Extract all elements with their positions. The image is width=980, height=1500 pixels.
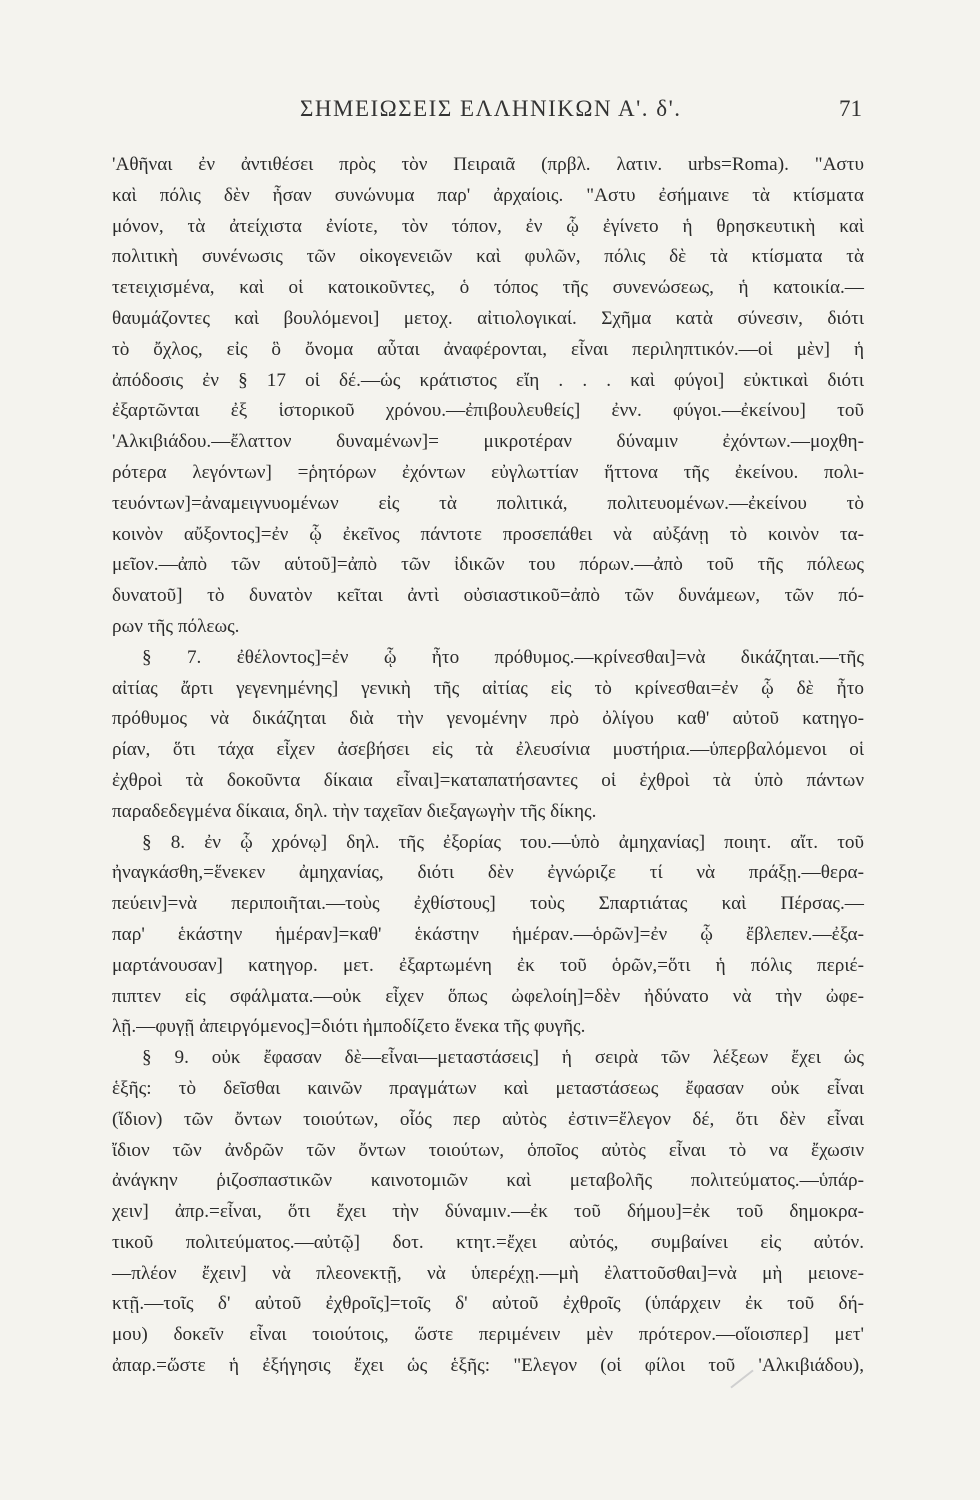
- text-line: ἀπόδοσις ἐν § 17 οἱ δέ.—ὡς κράτιστος εἴη . . . καὶ φύγοι] εὐκτικαὶ διότι: [112, 369, 864, 391]
- text-line: μαρτάνουσαν] κατηγορ. μετ. ἐξαρτωμένη ἐκ τοῦ ὁρῶν,=ὅτι ἡ πόλις περιέ-: [112, 954, 864, 976]
- text-line: μου) δοκεῖν εἶναι τοιούτοις, ὥστε περιμένειν μὲν πρότερον.—οἵοισπερ] μετ': [112, 1324, 864, 1346]
- text-line: παρ' ἑκάστην ἡμέραν]=καθ' ἑκάστην ἡμέραν.—ὁρῶν]=ἐν ᾧ ἔβλεπεν.—ἐξα-: [112, 923, 864, 945]
- text-line: παραδεδεγμένα δίκαια, δηλ. τὴν ταχεῖαν διεξαγωγὴν τῆς δίκης.: [112, 800, 597, 822]
- text-line: ἠναγκάσθη,=ἕνεκεν ἀμηχανίας, διότι δὲν ἐγνώριζε τί νὰ πράξῃ.—θερα-: [112, 862, 864, 884]
- text-line: δυνατοῦ] τὸ δυνατὸν κεῖται ἀντὶ οὐσιαστικοῦ=ἀπὸ τῶν δυνάμεων, τῶν πό-: [112, 585, 864, 607]
- text-line: ἀνάγκην ῥιζοσπαστικῶν καινοτομιῶν καὶ μεταβολῆς πολιτεύματος.—ὑπάρ-: [112, 1170, 864, 1192]
- text-line: πεύειν]=νὰ περιποιῆται.—τοὺς ἐχθίστους] τοὺς Σπαρτιάτας καὶ Πέρσας.—: [112, 893, 864, 915]
- text-line: τικοῦ πολιτεύματος.—αὐτῷ] δοτ. κτητ.=ἔχει αὐτός, συμβαίνει εἰς αὐτόν.: [112, 1231, 864, 1253]
- text-line: τευόντων]=ἀναμειγνυομένων εἰς τὰ πολιτικά, πολιτευομένων.—ἐκείνου τὸ: [112, 492, 864, 514]
- text-line: τετειχισμένα, καὶ οἱ κατοικοῦντες, ὁ τόπος τῆς συνενώσεως, ἡ κατοικία.—: [112, 277, 864, 299]
- section-9-start: § 9. οὐκ ἔφασαν δὲ—εἶναι—μεταστάσεις] ἡ σειρὰ τῶν λέξεων ἔχει ὡς: [142, 1047, 864, 1069]
- page-number: 71: [839, 96, 862, 121]
- text-line: ἐξαρτῶνται ἐξ ἱστορικοῦ χρόνου.—ἐπιβουλευθείς] ἐνν. φύγοι.—ἐκείνου] τοῦ: [112, 400, 864, 422]
- text-line: ἐχθροὶ τὰ δοκοῦντα δίκαια εἶναι]=καταπατήσαντες οἱ ἐχθροὶ τὰ ὑπὸ πάντων: [112, 769, 864, 791]
- notes-text: [112, 150, 864, 1382]
- section-7-start: § 7. ἐθέλοντος]=ἐν ᾧ ἦτο πρόθυμος.—κρίνεσθαι]=νὰ δικάζηται.—τῆς: [142, 646, 864, 668]
- text-line: αἰτίας ἄρτι γεγενημένης] γενικὴ τῆς αἰτίας εἰς τὸ κρίνεσθαι=ἐν ᾧ δὲ ἦτο: [112, 677, 864, 699]
- text-line: ἀπαρ.=ὥστε ἡ ἐξήγησις ἔχει ὡς ἑξῆς: "Ελεγον (οἱ φίλοι τοῦ 'Αλκιβιάδου),: [112, 1355, 864, 1377]
- text-line: καὶ πόλις δὲν ἦσαν συνώνυμα παρ' ἀρχαίοις. "Αστυ ἐσήμαινε τὰ κτίσματα: [112, 184, 864, 206]
- text-line: ρων τῆς πόλεως.: [112, 615, 240, 637]
- running-title: ΣΗΜΕΙΩΣΕΙΣ ΕΛΛΗΝΙΚΩΝ Α'. δ'.: [300, 96, 682, 121]
- text-line: πρόθυμος νὰ δικάζηται διὰ τὴν γενομένην πρὸ ὀλίγου καθ' αὐτοῦ κατηγο-: [112, 708, 864, 730]
- text-line: —πλέον ἔχειν] νὰ πλεονεκτῇ, νὰ ὑπερέχῃ.—μὴ ἐλαττοῦσθαι]=νὰ μὴ μειονε-: [112, 1262, 864, 1284]
- text-line: πιπτεν εἰς σφάλματα.—οὐκ εἶχεν ὅπως ὠφελοίη]=δὲν ἠδύνατο νὰ τὴν ὠφε-: [112, 985, 864, 1007]
- text-line: ἴδιον τῶν ἀνδρῶν τῶν ὄντων τοιούτων, ὁποῖος αὐτὸς εἶναι τὸ να ἔχωσιν: [112, 1139, 864, 1161]
- text-line: μόνον, τὰ ἀτείχιστα ἐνίοτε, τὸν τόπον, ἐν ᾧ ἐγίνετο ἡ θρησκευτικὴ καὶ: [112, 215, 864, 237]
- text-line: (ἴδιον) τῶν ὄντων τοιούτων, οἷός περ αὐτὸς ἐστιν=ἔλεγον δέ, ὅτι δὲν εἶναι: [112, 1108, 864, 1130]
- text-line: θαυμάζοντες καὶ βουλόμενοι] μετοχ. αἰτιολογικαί. Σχῆμα κατὰ σύνεσιν, διότι: [112, 307, 864, 329]
- text-line: πολιτικὴ συνένωσις τῶν οἰκογενειῶν καὶ φυλῶν, πόλις δὲ τὰ κτίσματα τὰ: [112, 246, 864, 268]
- text-line: κοινὸν αὔξοντος]=ἐν ᾧ ἐκεῖνος πάντοτε προσεπάθει νὰ αὐξάνῃ τὸ κοινὸν τα-: [112, 523, 864, 545]
- text-line: ἑξῆς: τὸ δεῖσθαι καινῶν πραγμάτων καὶ μεταστάσεως ἔφασαν οὐκ εἶναι: [112, 1077, 864, 1099]
- text-line: ρότερα λεγόντων] =ῥητόρων ἐχόντων εὐγλωττίαν ἥττονα τῆς ἐκείνου. πολι-: [112, 461, 864, 483]
- text-line: λῇ.—φυγῇ ἀπειργόμενος]=διότι ἠμποδίζετο ἕνεκα τῆς φυγῆς.: [112, 1016, 586, 1038]
- section-8-start: § 8. ἐν ᾧ χρόνῳ] δηλ. τῆς ἐξορίας του.—ὑπὸ ἀμηχανίας] ποιητ. αἴτ. τοῦ: [142, 831, 864, 853]
- text-line: μεῖον.—ἀπὸ τῶν αὑτοῦ]=ἀπὸ τῶν ἰδικῶν του πόρων.—ἀπὸ τοῦ τῆς πόλεως: [112, 554, 864, 576]
- text-line: 'Αθῆναι ἐν ἀντιθέσει πρὸς τὸν Πειραιᾶ (πρβλ. λατιν. urbs=Roma). "Αστυ: [112, 154, 864, 175]
- text-line: τὸ ὄχλος, εἰς ὃ ὄνομα αὗται ἀναφέρονται, εἶναι περιληπτικόν.—οἱ μὲν] ἡ: [112, 338, 864, 360]
- text-line: ρίαν, ὅτι τάχα εἶχεν ἀσεβήσει εἰς τὰ ἐλευσίνια μυστήρια.—ὑπερβαλόμενοι οἱ: [112, 739, 864, 761]
- text-line: κτῇ.—τοῖς δ' αὐτοῦ ἐχθροῖς]=τοῖς δ' αὐτοῦ ἐχθροῖς (ὑπάρχειν ἐκ τοῦ δή-: [112, 1293, 864, 1315]
- text-line: χειν] ἀπρ.=εἶναι, ὅτι ἔχει τὴν δύναμιν.—ἐκ τοῦ δήμου]=ἐκ τοῦ δημοκρα-: [112, 1201, 864, 1223]
- text-line: 'Αλκιβιάδου.—ἔλαττον δυναμένων]= μικροτέραν δύναμιν ἐχόντων.—μοχθη-: [112, 431, 864, 453]
